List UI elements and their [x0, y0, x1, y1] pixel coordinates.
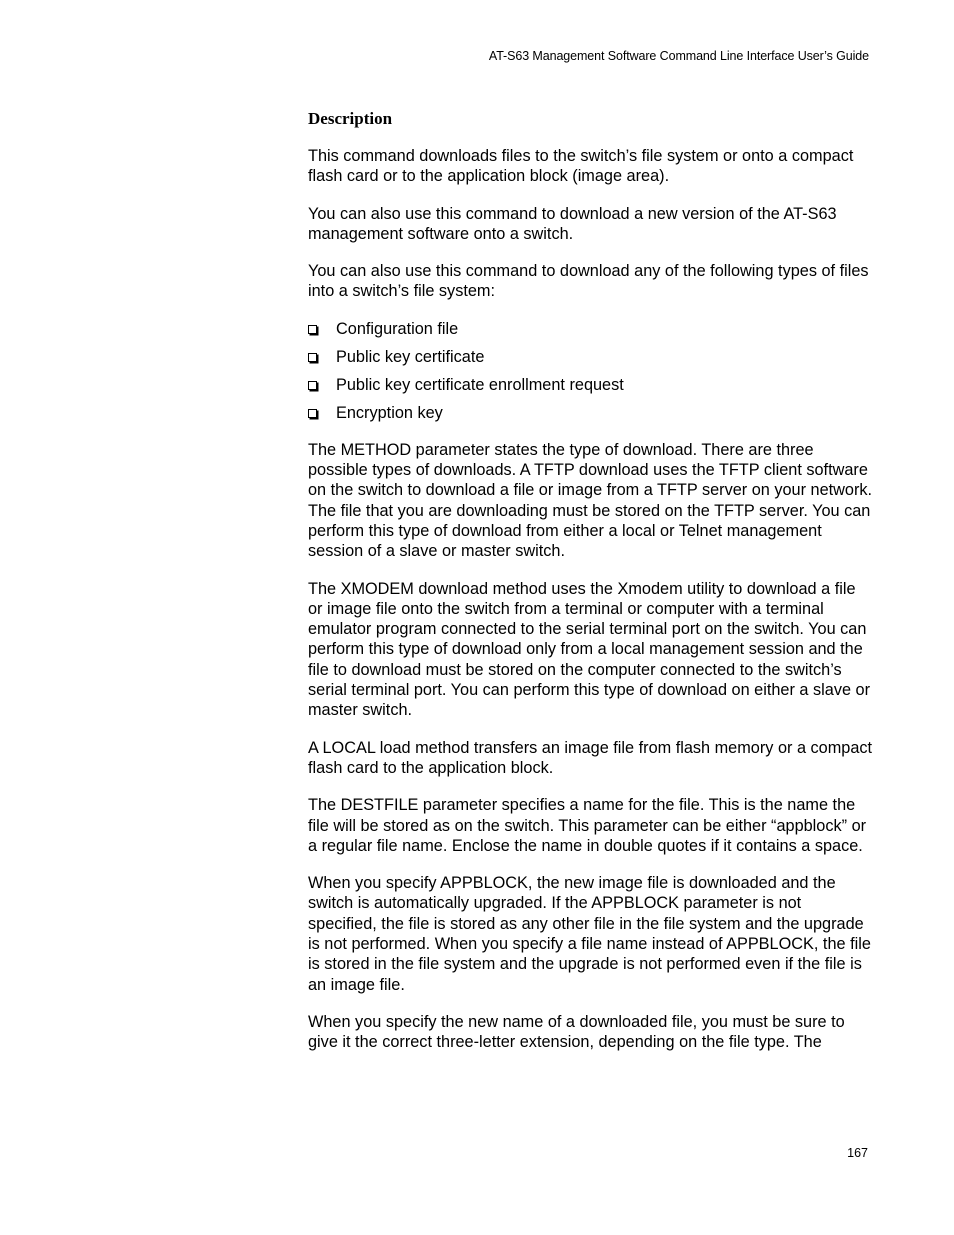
intro-paragraph-1: This command downloads files to the switch’s file system or onto a compact flash card or to the application block (image area). — [308, 147, 854, 186]
list-item-label: Encryption key — [336, 403, 443, 422]
list-item-label: Public key certificate — [336, 347, 485, 366]
xmodem-paragraph: The XMODEM download method uses the Xmodem utility to download a file or image file onto the switch from a terminal or computer with a terminal emulator program connected to the serial terminal port on the switch. You can perform this type of download only from a local management session and the file to download must be stored on the computer connected to the switch’s serial terminal port. You can perform this type of download on either a slave or master switch. — [308, 579, 871, 720]
checkbox-bullet-icon — [308, 353, 317, 362]
file-type-list — [308, 319, 874, 423]
checkbox-bullet-icon — [308, 325, 317, 334]
intro-paragraph-2: You can also use this command to download a new version of the AT-S63 management software onto a switch. — [308, 204, 837, 243]
page-number: 167 — [847, 1146, 868, 1160]
checkbox-bullet-icon — [308, 409, 317, 418]
list-item-label: Configuration file — [336, 319, 459, 338]
section-heading: Description — [308, 109, 393, 128]
destfile-paragraph: The DESTFILE parameter specifies a name for the file. This is the name the file will be stored as on the switch. This parameter can be either “appblock” or a regular file name. Enclose the name in double quotes if it contains a space. — [308, 796, 867, 855]
extension-paragraph: When you specify the new name of a downloaded file, you must be sure to give it the correct three-letter extension, depending on the file type. The — [308, 1012, 845, 1052]
running-header: AT-S63 Management Software Command Line Interface User’s Guide — [488, 49, 869, 63]
local-paragraph: A LOCAL load method transfers an image file from flash memory or a compact flash card to the application block. — [308, 738, 873, 777]
document-body — [308, 108, 874, 1070]
list-item — [308, 403, 874, 423]
method-paragraph: The METHOD parameter states the type of download. There are three possible types of downloads. A TFTP download uses the TFTP client software on the switch to download a file or image from a TFTP server on your network. The file that you are downloading must be stored on the TFTP server. You can perform this type of download from either a local or Telnet management session of a slave or master switch. — [308, 440, 873, 561]
list-item — [308, 347, 874, 367]
appblock-paragraph: When you specify APPBLOCK, the new image file is downloaded and the switch is automatically upgraded. If the APPBLOCK parameter is not specified, the file is stored as any other file in the file system and the upgrade is not performed. When you specify a file name instead of APPBLOCK, the file is stored in the file system and the upgrade is not performed even if the file is an image file. — [308, 874, 871, 994]
list-item-label: Public key certificate enrollment request — [336, 375, 624, 394]
checkbox-bullet-icon — [308, 381, 317, 390]
list-item — [308, 375, 874, 395]
intro-paragraph-3: You can also use this command to download any of the following types of files into a switch’s file system: — [308, 262, 869, 301]
list-item — [308, 319, 874, 339]
